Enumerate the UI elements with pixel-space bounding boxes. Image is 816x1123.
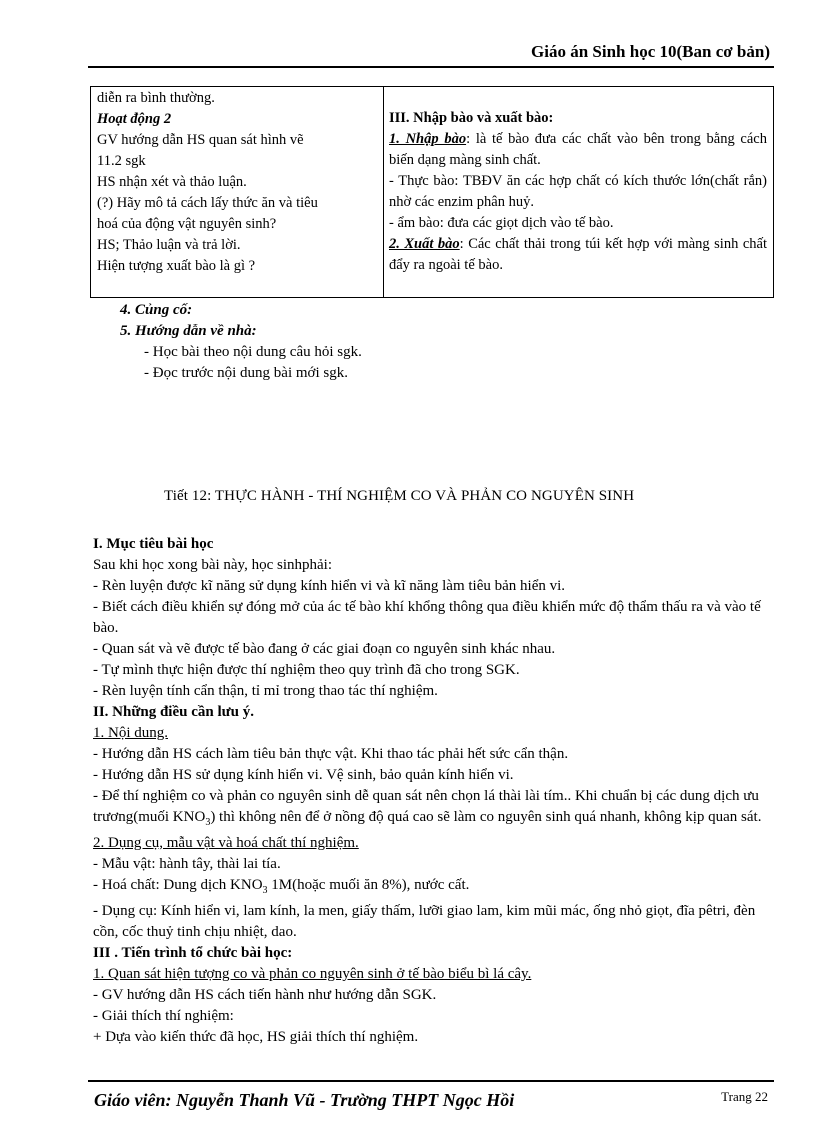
text-line: + Dựa vào kiến thức đã học, HS giải thích thí nghiệm. xyxy=(93,1029,419,1045)
text-line: - Biết cách điều khiển sự đóng mở của ác tế bào khí khổng thông qua điều khiển mức độ thẩm thấu ra và vào tế bào. xyxy=(93,599,761,636)
review-item: 4. Củng cố: xyxy=(120,302,193,318)
text-line: - Mẫu vật: hành tây, thài lai tía. xyxy=(93,856,281,872)
term-label: 2. Xuất bào xyxy=(389,236,460,252)
text-line: (?) Hãy mô tả cách lấy thức ăn và tiêu xyxy=(97,195,318,211)
text-line: 11.2 sgk xyxy=(97,153,146,169)
subsection-label: 2. Dụng cụ, mẫu vật và hoá chất thí nghiệm. xyxy=(93,835,359,851)
content-column xyxy=(389,108,767,276)
text-line: hoá của động vật nguyên sinh? xyxy=(97,216,277,232)
text-fragment: - Để thí nghiệm co và phản co nguyên sinh dễ quan sát nên chọn lá thài lài tím.. Khi chuẩn bị các dung dịch ưu trương(muối KNO xyxy=(93,788,759,825)
term-label: 1. Nhập bào xyxy=(389,131,467,147)
term-text: : là tế bào đưa các chất vào bên trong bằng cách biến dạng màng sinh chất. xyxy=(389,131,767,168)
teacher-name: Giáo viên: Nguyễn Thanh Vũ - Trường THPT Ngọc Hồi xyxy=(94,1090,515,1110)
section-heading: III. Nhập bào và xuất bào: xyxy=(389,110,554,126)
section-heading: III . Tiến trình tổ chức bài học: xyxy=(93,945,293,961)
paragraph xyxy=(389,234,767,276)
text-line xyxy=(93,875,773,901)
page-footer xyxy=(88,1080,774,1114)
text-line: - Tự mình thực hiện được thí nghiệm theo quy trình đã cho trong SGK. xyxy=(93,662,520,678)
teacher-activity-column xyxy=(97,88,379,277)
section-heading: II. Những điều cần lưu ý. xyxy=(93,704,254,720)
homework-line: - Học bài theo nội dung câu hỏi sgk. xyxy=(144,344,362,360)
text-line: - Rèn luyện được kĩ năng sử dụng kính hiển vi và kĩ năng làm tiêu bản hiển vi. xyxy=(93,578,566,594)
subscript: 3 xyxy=(262,885,268,896)
lesson-table xyxy=(90,86,774,298)
text-line: HS nhận xét và thảo luận. xyxy=(97,174,247,190)
subsection-heading xyxy=(93,723,773,744)
text-line: HS; Thảo luận và trả lời. xyxy=(97,237,241,253)
text-line: - Hướng dẫn HS sử dụng kính hiển vi. Vệ sinh, bảo quản kính hiển vi. xyxy=(93,767,514,783)
paragraph: - ẩm bào: đưa các giọt dịch vào tế bào. xyxy=(389,215,614,231)
homework-item: 5. Hướng dẫn về nhà: xyxy=(120,323,257,339)
text-fragment: - Hoá chất: Dung dịch KNO xyxy=(93,877,263,893)
activity-heading: Hoạt động 2 xyxy=(97,111,172,127)
page-number: Trang 22 xyxy=(721,1089,768,1104)
section-heading: I. Mục tiêu bài học xyxy=(93,536,214,552)
text-line: - GV hướng dẫn HS cách tiến hành như hướng dẫn SGK. xyxy=(93,987,437,1003)
term-text: : Các chất thải trong túi kết hợp với màng sinh chất đẩy ra ngoài tế bào. xyxy=(389,236,767,273)
homework-line: - Đọc trước nội dung bài mới sgk. xyxy=(144,365,348,381)
lesson-body xyxy=(93,534,773,1048)
text-line: - Hướng dẫn HS cách làm tiêu bản thực vật. Khi thao tác phải hết sức cẩn thận. xyxy=(93,746,569,762)
text-line: - Rèn luyện tính cẩn thận, tỉ mỉ trong thao tác thí nghiệm. xyxy=(93,683,438,699)
subscript: 3 xyxy=(205,817,211,828)
text-line xyxy=(93,786,773,833)
lesson-title: Tiết 12: THỰC HÀNH - THÍ NGHIỆM CO VÀ PHẢN CO NGUYÊN SINH xyxy=(164,488,635,504)
text-line: - Dụng cụ: Kính hiển vi, lam kính, la men, giấy thấm, lưỡi giao lam, kim mũi mác, ống nhỏ giọt, đĩa pêtri, đèn cồn, cốc thuỷ tinh chịu nhiệt, dao. xyxy=(93,903,756,940)
subsection-label: 1. Quan sát hiện tượng co và phản co nguyên sinh ở tế bào biểu bì lá cây. xyxy=(93,966,532,982)
paragraph xyxy=(389,129,767,171)
subsection-heading xyxy=(93,833,773,854)
text-line: Hiện tượng xuất bào là gì ? xyxy=(97,258,256,274)
page-header xyxy=(88,40,774,68)
text-line: Sau khi học xong bài này, học sinhphải: xyxy=(93,557,332,573)
document-title: Giáo án Sinh học 10(Ban cơ bản) xyxy=(531,42,770,61)
text-line: - Quan sát và vẽ được tế bào đang ở các giai đoạn co nguyên sinh khác nhau. xyxy=(93,641,556,657)
subsection-label: 1. Nội dung. xyxy=(93,725,168,741)
text-fragment: 1M(hoặc muối ăn 8%), nước cất. xyxy=(267,877,470,893)
closing-section xyxy=(120,300,362,384)
text-fragment: ) thì không nên để ở nồng độ quá cao sẽ làm co nguyên sinh quá nhanh, không kịp quan sát. xyxy=(210,809,762,825)
paragraph: - Thực bào: TBĐV ăn các hợp chất có kích thước lớn(chất rắn) nhờ các enzim phân huỷ. xyxy=(389,173,767,210)
text-line: diễn ra bình thường. xyxy=(97,90,215,106)
subsection-heading xyxy=(93,964,773,985)
table-divider xyxy=(383,87,384,297)
text-line: - Giải thích thí nghiệm: xyxy=(93,1008,234,1024)
text-line: GV hướng dẫn HS quan sát hình vẽ xyxy=(97,132,304,148)
